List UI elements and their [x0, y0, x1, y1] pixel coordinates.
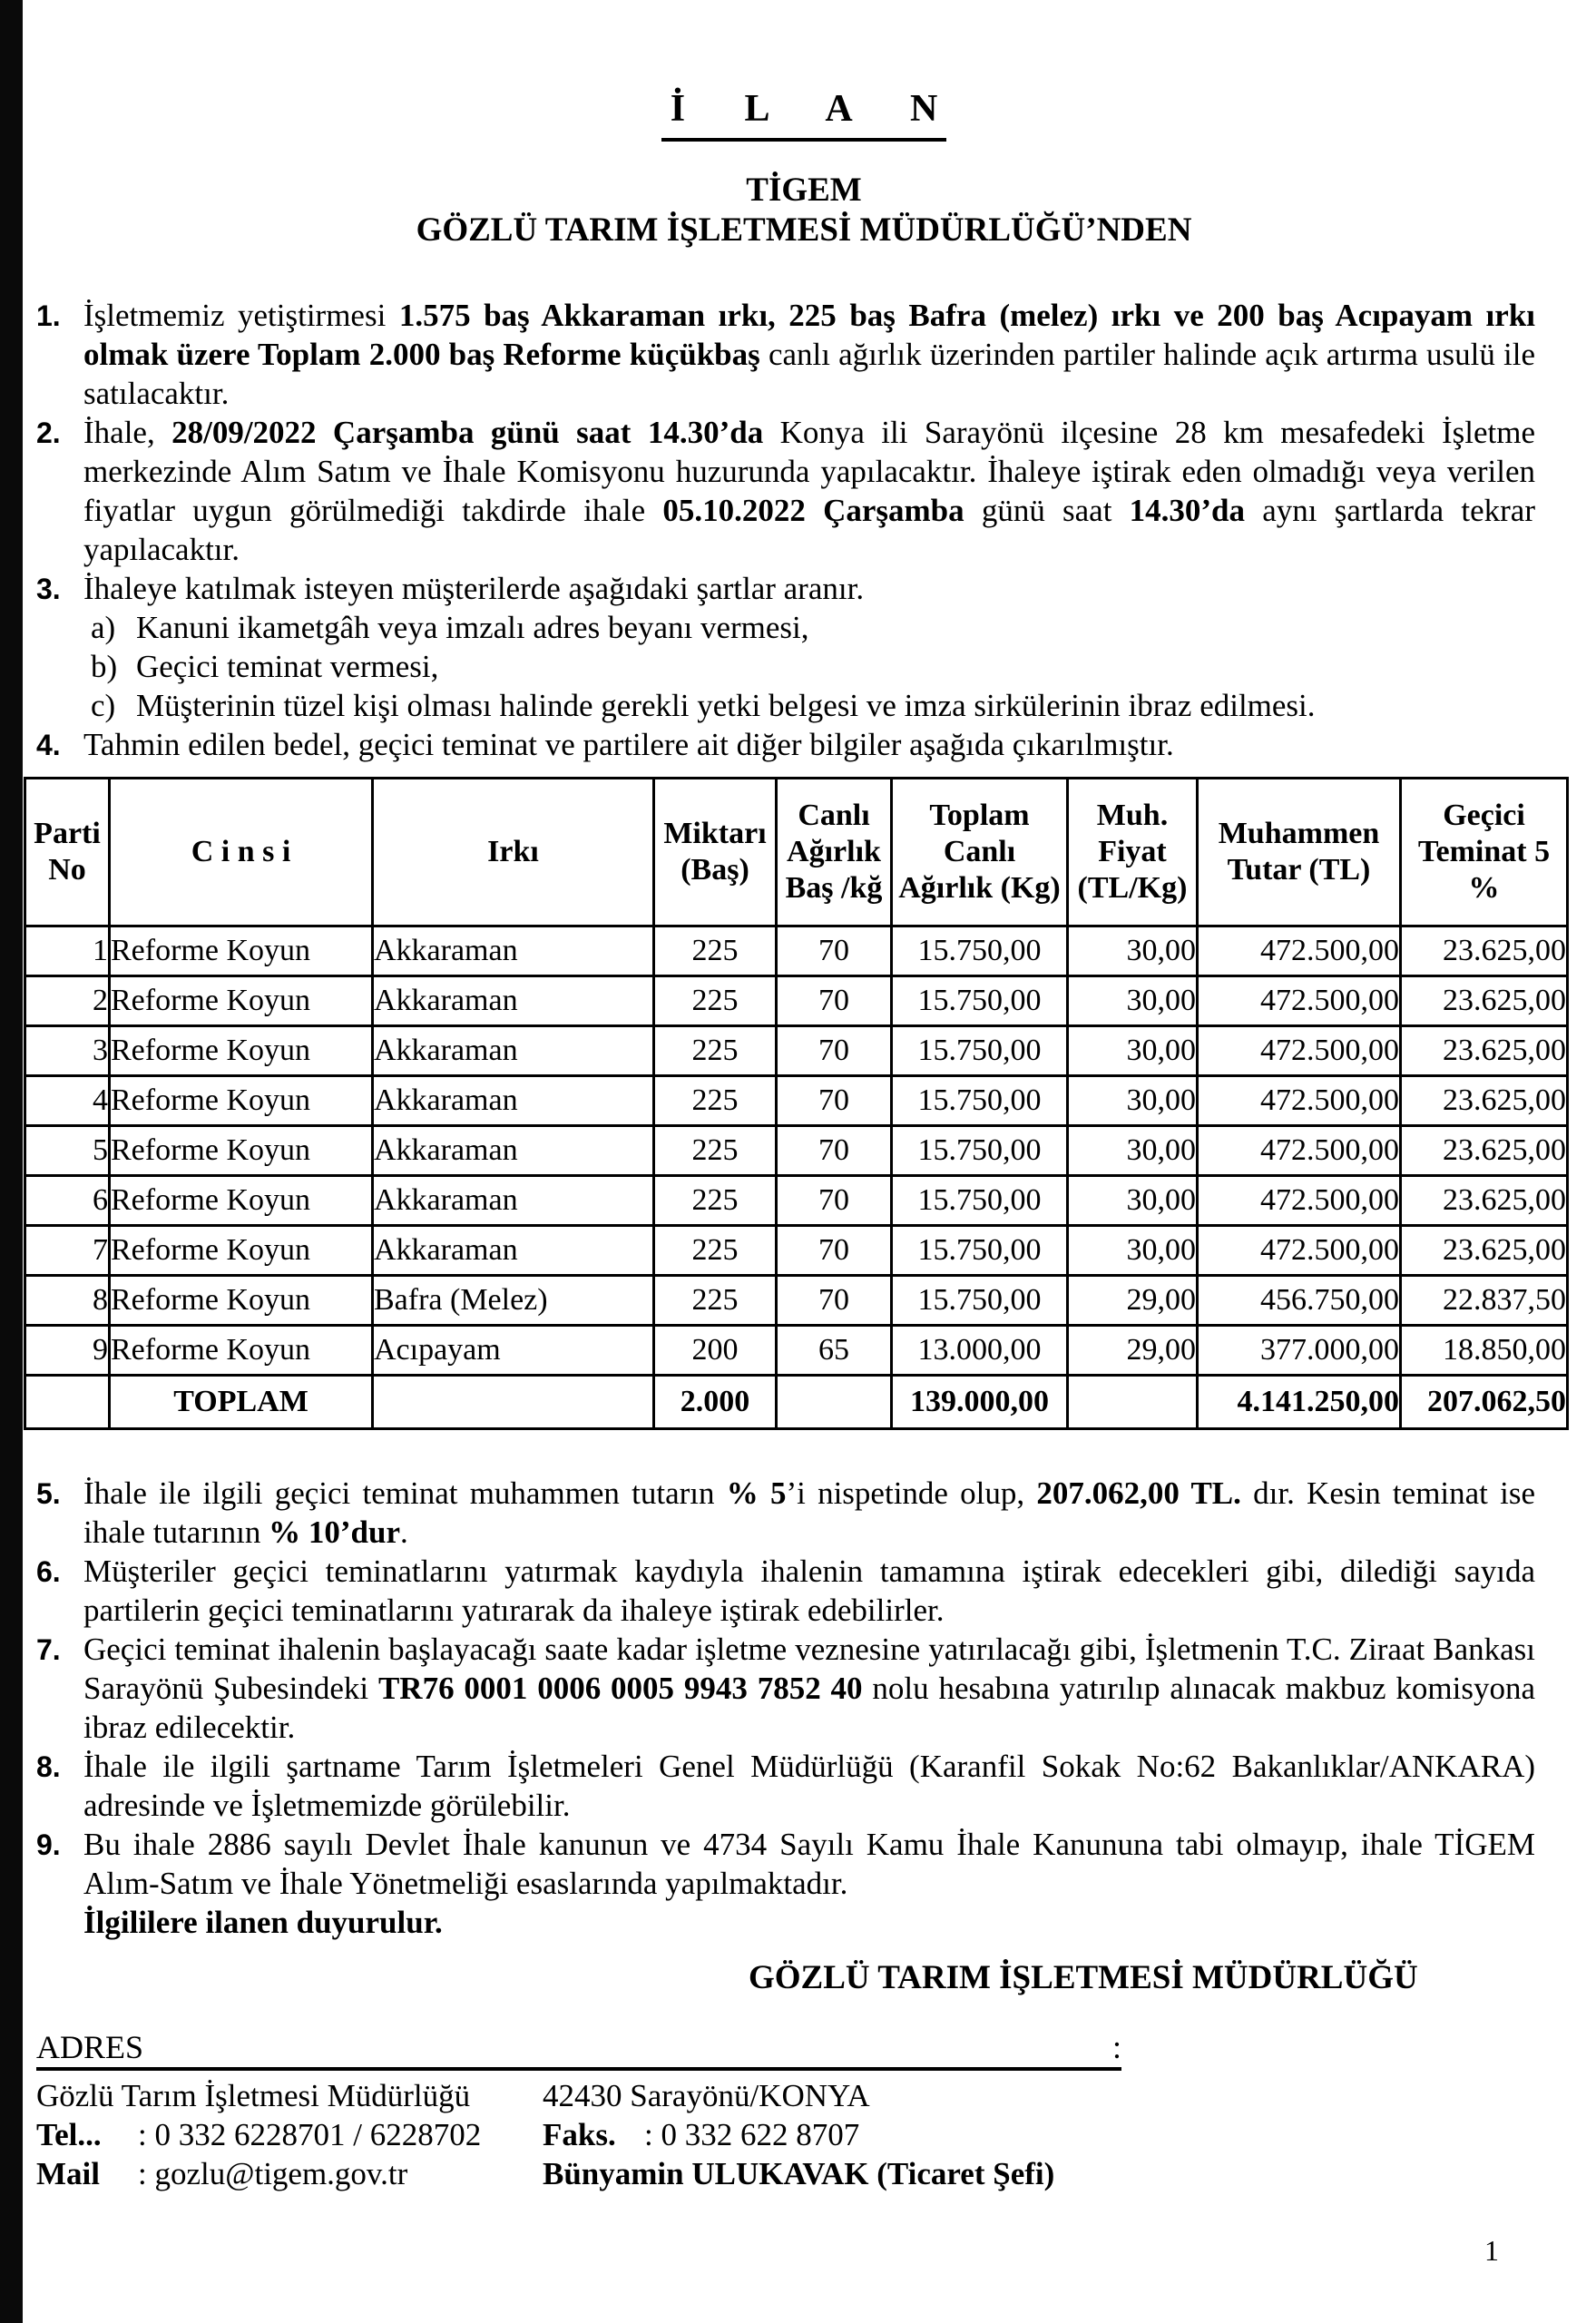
tel-cell: [36, 2115, 543, 2154]
item-text: [83, 1475, 1535, 1550]
table-cell: 472.500,00: [1198, 1026, 1401, 1076]
table-cell: 225: [654, 976, 777, 1026]
table-cell: 70: [777, 1026, 892, 1076]
table-cell: 30,00: [1068, 1076, 1198, 1126]
contact-org-place: 42430 Sarayönü/KONYA: [543, 2078, 870, 2113]
text-segment: Geçici teminat ihalenin başlayacağı saate kadar işletme veznesine yatırılacağı gibi, İşletmenin T.C. Ziraat Bankası Sarayönü Şubesindeki: [83, 1632, 1535, 1706]
contact-org-name: Gözlü Tarım İşletmesi Müdürlüğü: [36, 2078, 471, 2113]
document-page: [36, 87, 1572, 2193]
table-row: [25, 1126, 1568, 1176]
mail-cell: [36, 2154, 543, 2193]
table-cell: 70: [777, 1276, 892, 1326]
org-name: TİGEM: [746, 172, 862, 209]
address-colon: :: [1111, 2029, 1121, 2065]
text-segment: 28/09/2022 Çarşamba günü saat 14.30’da: [171, 415, 764, 450]
table-cell: 15.750,00: [892, 1176, 1068, 1226]
table-row: [25, 926, 1568, 976]
table-cell: 70: [777, 1076, 892, 1126]
item-number: 7.: [36, 1633, 61, 1666]
table-cell: Reforme Koyun: [110, 926, 373, 976]
table-cell: 5: [25, 1126, 110, 1176]
table-row: [25, 1026, 1568, 1076]
org-subtitle: GÖZLÜ TARIM İŞLETMESİ MÜDÜRLÜĞÜ’NDEN: [416, 211, 1192, 249]
item-text: [83, 571, 864, 606]
table-cell: 472.500,00: [1198, 976, 1401, 1026]
list-item-6: [36, 1552, 1535, 1630]
column-header: C i n s i: [110, 779, 373, 926]
table-cell: [25, 1376, 110, 1429]
table-cell: [373, 1376, 654, 1429]
list-item-8: [36, 1747, 1535, 1825]
table-cell: 207.062,50: [1401, 1376, 1568, 1429]
table-cell: 30,00: [1068, 1226, 1198, 1276]
faks-value: : 0 332 622 8707: [644, 2117, 860, 2152]
contact-row-address: [36, 2076, 1572, 2115]
text-segment: 207.062,00 TL.: [1036, 1475, 1241, 1511]
document-title-wrap: [36, 87, 1572, 142]
sub-item-text: Geçici teminat vermesi,: [136, 649, 439, 684]
tel-value: : 0 332 6228701 / 6228702: [138, 2117, 482, 2152]
table-total-row: [25, 1376, 1568, 1429]
numbered-items-upper: [36, 296, 1535, 764]
table-row: [25, 976, 1568, 1026]
table-cell: Akkaraman: [373, 976, 654, 1026]
table-cell: Reforme Koyun: [110, 976, 373, 1026]
table-cell: 70: [777, 926, 892, 976]
item-text: [83, 298, 1535, 411]
tel-label: Tel...: [36, 2117, 102, 2152]
numbered-items-lower: [36, 1474, 1535, 1942]
item-number: 4.: [36, 729, 61, 761]
table-cell: Reforme Koyun: [110, 1326, 373, 1376]
table-cell: 70: [777, 1226, 892, 1276]
table-cell: 225: [654, 1276, 777, 1326]
table-cell: TOPLAM: [110, 1376, 373, 1429]
column-header: Muh. Fiyat (TL/Kg): [1068, 779, 1198, 926]
table-cell: Reforme Koyun: [110, 1276, 373, 1326]
text-segment: nolu hesabına yatırılıp alınacak makbuz komisyona ibraz edilecektir.: [83, 1671, 1536, 1745]
table-cell: 70: [777, 1176, 892, 1226]
contact-row-mail: [36, 2154, 1572, 2193]
sub-item-letter: b): [91, 649, 118, 684]
table-cell: 29,00: [1068, 1326, 1198, 1376]
table-cell: 1: [25, 926, 110, 976]
table-header-row: [25, 779, 1568, 926]
table-cell: 472.500,00: [1198, 1126, 1401, 1176]
table-cell: 29,00: [1068, 1276, 1198, 1326]
list-item-9: [36, 1825, 1535, 1942]
table-body: [25, 926, 1568, 1429]
sub-item-a: [83, 608, 1535, 647]
sub-item-text: Kanuni ikametgâh veya imzalı adres beyanı vermesi,: [136, 610, 809, 645]
table-header-row: [25, 779, 1568, 926]
table-cell: 23.625,00: [1401, 1176, 1568, 1226]
column-header: Irkı: [373, 779, 654, 926]
sub-item-c: [83, 686, 1535, 725]
table-cell: 472.500,00: [1198, 1176, 1401, 1226]
text-segment: 1.575 baş Akkaraman ırkı, 225 baş Bafra (melez) ırkı ve 200 baş Acıpayam ırkı olmak üzere Toplam 2.000 baş Reforme küçükbaş: [83, 298, 1536, 372]
table-cell: 7: [25, 1226, 110, 1276]
table-cell: Akkaraman: [373, 1076, 654, 1126]
item-text: [83, 1554, 1535, 1628]
table-cell: 472.500,00: [1198, 1226, 1401, 1276]
address-header-row: [36, 2029, 1121, 2071]
item-number: 1.: [36, 299, 61, 332]
list-item-4: [36, 725, 1535, 764]
table-cell: 70: [777, 1126, 892, 1176]
table-cell: 22.837,50: [1401, 1276, 1568, 1326]
table-cell: 30,00: [1068, 976, 1198, 1026]
lots-table: [24, 777, 1569, 1430]
table-row: [25, 1326, 1568, 1376]
table-cell: Bafra (Melez): [373, 1276, 654, 1326]
item-text: [83, 1827, 1535, 1901]
item-number: 6.: [36, 1555, 61, 1588]
table-cell: 225: [654, 1076, 777, 1126]
table-cell: 225: [654, 1226, 777, 1276]
column-header: Miktarı (Baş): [654, 779, 777, 926]
table-cell: 139.000,00: [892, 1376, 1068, 1429]
column-header: Geçici Teminat 5 %: [1401, 779, 1568, 926]
table-cell: [777, 1376, 892, 1429]
table-cell: 225: [654, 926, 777, 976]
table-cell: Acıpayam: [373, 1326, 654, 1376]
table-cell: 23.625,00: [1401, 976, 1568, 1026]
text-segment: Müşteriler geçici teminatlarını yatırmak kaydıyla ihalenin tamamına iştirak edecekleri gibi, dilediği sayıda partilerin geçici teminatlarını yatırarak da ihaleye iştirak edebilirler.: [83, 1554, 1535, 1628]
table-cell: 472.500,00: [1198, 926, 1401, 976]
text-segment: 05.10.2022 Çarşamba: [662, 493, 964, 528]
closing-note: İlgililere ilanen duyurulur.: [83, 1905, 443, 1940]
page-number: 1: [1484, 2234, 1499, 2267]
table-cell: Reforme Koyun: [110, 1126, 373, 1176]
item-text: [83, 727, 1174, 762]
table-cell: [1068, 1376, 1198, 1429]
table-cell: Reforme Koyun: [110, 1076, 373, 1126]
item-number: 3.: [36, 573, 61, 605]
column-header: Canlı Ağırlık Baş /kğ: [777, 779, 892, 926]
table-cell: 225: [654, 1176, 777, 1226]
sub-item-b: [83, 647, 1535, 686]
item-number: 9.: [36, 1828, 61, 1861]
contact-block: [36, 2076, 1572, 2193]
text-segment: % 10’dur: [269, 1514, 400, 1550]
mail-value: : gozlu@tigem.gov.tr: [138, 2156, 408, 2191]
item-text: [83, 1632, 1535, 1745]
table-cell: Reforme Koyun: [110, 1026, 373, 1076]
text-segment: canlı ağırlık üzerinden partiler halinde açık artırma usulü ile satılacaktır.: [83, 337, 1536, 411]
scan-edge-artifact: [0, 0, 23, 2323]
text-segment: Bu ihale 2886 sayılı Devlet İhale kanunun ve 4734 Sayılı Kamu İhale Kanununa tabi olmayıp, ihale TİGEM Alım-Satım ve İhale Yönetmeliği esaslarında yapılmaktadır.: [83, 1827, 1535, 1901]
text-segment: aynı şartlarda tekrar yapılacaktır.: [83, 493, 1535, 567]
table-row: [25, 1176, 1568, 1226]
table-cell: 23.625,00: [1401, 1126, 1568, 1176]
table-cell: Reforme Koyun: [110, 1176, 373, 1226]
table-cell: 15.750,00: [892, 1026, 1068, 1076]
table-cell: 23.625,00: [1401, 926, 1568, 976]
table-cell: 18.850,00: [1401, 1326, 1568, 1376]
contact-person: Bünyamin ULUKAVAK (Ticaret Şefi): [543, 2156, 1055, 2191]
table-cell: 15.750,00: [892, 1126, 1068, 1176]
column-header: Toplam Canlı Ağırlık (Kg): [892, 779, 1068, 926]
text-segment: 14.30’da: [1129, 493, 1246, 528]
document-title: İ L A N: [661, 87, 947, 142]
sub-item-text: Müşterinin tüzel kişi olması halinde gerekli yetki belgesi ve imza sirkülerinin ibraz edilmesi.: [136, 688, 1316, 723]
text-segment: İhale ile ilgili şartname Tarım İşletmeleri Genel Müdürlüğü (Karanfil Sokak No:62 Bakanlıklar/ANKARA) adresinde ve İşletmemizde görülebilir.: [83, 1749, 1535, 1823]
signature-org: GÖZLÜ TARIM İŞLETMESİ MÜDÜRLÜĞÜ: [749, 1959, 1418, 1996]
table-cell: 30,00: [1068, 926, 1198, 976]
table-cell: 4: [25, 1076, 110, 1126]
table-cell: 70: [777, 976, 892, 1026]
text-segment: % 5: [726, 1475, 787, 1511]
table-cell: 4.141.250,00: [1198, 1376, 1401, 1429]
table-cell: 15.750,00: [892, 1276, 1068, 1326]
table-cell: Akkaraman: [373, 1126, 654, 1176]
list-item-7: [36, 1630, 1535, 1747]
sub-item-letter: a): [91, 610, 116, 645]
table-cell: 23.625,00: [1401, 1076, 1568, 1126]
contact-row-phone: [36, 2115, 1572, 2154]
column-header: Muhammen Tutar (TL): [1198, 779, 1401, 926]
table-cell: 15.750,00: [892, 926, 1068, 976]
table-cell: 225: [654, 1026, 777, 1076]
table-cell: Reforme Koyun: [110, 1226, 373, 1276]
item-number: 8.: [36, 1750, 61, 1783]
table-cell: Akkaraman: [373, 1026, 654, 1076]
list-item-2: [36, 413, 1535, 569]
table-cell: 2.000: [654, 1376, 777, 1429]
table-cell: 472.500,00: [1198, 1076, 1401, 1126]
text-segment: .: [399, 1514, 408, 1550]
text-segment: TR76 0001 0006 0005 9943 7852 40: [377, 1671, 863, 1706]
text-segment: Tahmin edilen bedel, geçici teminat ve partilere ait diğer bilgiler aşağıda çıkarılmıştır.: [83, 727, 1174, 762]
list-item-5: [36, 1474, 1535, 1552]
table-cell: 65: [777, 1326, 892, 1376]
table-row: [25, 1226, 1568, 1276]
address-label: ADRES: [36, 2029, 144, 2065]
table-cell: 30,00: [1068, 1126, 1198, 1176]
item-text: [83, 1749, 1535, 1823]
table-cell: 9: [25, 1326, 110, 1376]
list-item-1: [36, 296, 1535, 413]
table-cell: 6: [25, 1176, 110, 1226]
text-segment: İhale ile ilgili geçici teminat muhammen tutarın: [83, 1475, 727, 1511]
table-cell: 30,00: [1068, 1176, 1198, 1226]
table-cell: 23.625,00: [1401, 1026, 1568, 1076]
list-item-3: [36, 569, 1535, 725]
table-cell: 15.750,00: [892, 1226, 1068, 1276]
text-segment: İhaleye katılmak isteyen müşterilerde aşağıdaki şartlar aranır.: [83, 571, 865, 606]
text-segment: İhale,: [83, 415, 172, 450]
table-row: [25, 1076, 1568, 1126]
item-text: [83, 415, 1535, 567]
table-cell: 15.750,00: [892, 1076, 1068, 1126]
table-cell: Akkaraman: [373, 1176, 654, 1226]
text-segment: Konya ili Sarayönü ilçesine 28 km mesafedeki İşletme merkezinde Alım Satım ve İhale Komisyonu huzurunda yapılacaktır. İhaleye iştirak eden olmadığı veya verilen fiyatlar uygun görülmediği takdirde ihale: [83, 415, 1535, 528]
table-row: [25, 1276, 1568, 1326]
table-cell: 200: [654, 1326, 777, 1376]
faks-cell: [543, 2115, 1572, 2154]
faks-label: Faks.: [543, 2117, 616, 2152]
mail-label: Mail: [36, 2156, 100, 2191]
table-cell: 8: [25, 1276, 110, 1326]
table-cell: Akkaraman: [373, 926, 654, 976]
table-cell: Akkaraman: [373, 1226, 654, 1276]
table-cell: 3: [25, 1026, 110, 1076]
text-segment: dır. Kesin teminat ise ihale tutarının: [83, 1475, 1535, 1550]
table-cell: 30,00: [1068, 1026, 1198, 1076]
text-segment: günü saat: [964, 493, 1130, 528]
table-cell: 225: [654, 1126, 777, 1176]
table-cell: 2: [25, 976, 110, 1026]
table-cell: 15.750,00: [892, 976, 1068, 1026]
text-segment: İşletmemiz yetiştirmesi: [83, 298, 399, 333]
item-number: 2.: [36, 417, 61, 449]
text-segment: ’i nispetinde olup,: [786, 1475, 1037, 1511]
column-header: Parti No: [25, 779, 110, 926]
item-number: 5.: [36, 1477, 61, 1510]
table-cell: 377.000,00: [1198, 1326, 1401, 1376]
table-cell: 23.625,00: [1401, 1226, 1568, 1276]
sub-item-letter: c): [91, 688, 116, 723]
table-cell: 13.000,00: [892, 1326, 1068, 1376]
table-cell: 456.750,00: [1198, 1276, 1401, 1326]
